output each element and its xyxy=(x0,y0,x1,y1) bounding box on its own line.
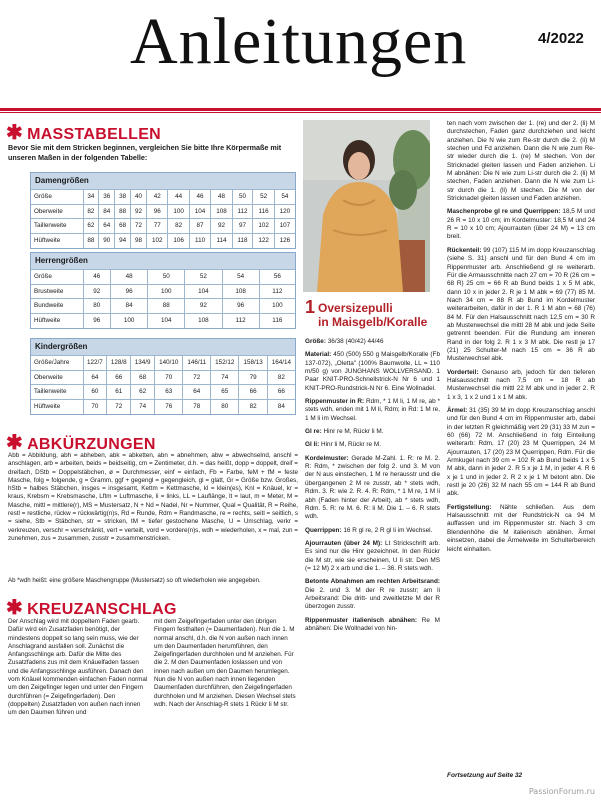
table-cell: 128/8 xyxy=(107,356,131,371)
table-cell: 78 xyxy=(183,399,211,414)
section-heading-masstabellen: ✱ MASSTABELLEN xyxy=(6,122,162,144)
table-cell: 134/9 xyxy=(131,356,155,371)
pattern-column-2 xyxy=(447,120,595,780)
table-cell: 80 xyxy=(211,399,239,414)
pattern-paragraph: Betonte Abnahmen am rechten Arbeitsrand: Die 2. und 3. M der R re zusstr; am li Arbeitsrand: Die dritt- und zweitletzte M der R überzogen zusstr. xyxy=(305,578,440,611)
table-cell: 64 xyxy=(183,385,211,400)
pattern-paragraph: Größe: 36/38 (40/42) 44/46 xyxy=(305,338,384,345)
table-cell: 88 xyxy=(115,204,131,219)
header-divider xyxy=(0,108,601,111)
issue-number: 4/2022 xyxy=(538,30,584,47)
asterisk-icon: ✱ xyxy=(6,597,24,619)
table-cell: 68 xyxy=(115,219,131,234)
table-cell: 98 xyxy=(131,233,147,248)
table-cell: 164/14 xyxy=(267,356,295,371)
table-cell: 96 xyxy=(83,313,111,328)
table-kinder xyxy=(30,338,296,415)
table-cell: 92 xyxy=(83,284,111,299)
pattern-paragraph: Ajourrauten (über 24 M): Lt Strickschrift arb. Es sind nur die Hinr gezeichnet. In den Rückr die M str, wie sie erscheinen, U li str. Den MS (= 12 M) 2 x arb und die 1. – 36. R stets wdh. xyxy=(305,539,440,572)
table-cell: 158/13 xyxy=(239,356,267,371)
table-cell: 140/10 xyxy=(155,356,183,371)
table-cell: 77 xyxy=(147,219,168,234)
table-cell: 92 xyxy=(211,219,232,234)
table-cell: 92 xyxy=(131,204,147,219)
table-cell: 74 xyxy=(211,370,239,385)
pattern-number: 1 xyxy=(305,297,316,317)
table-cell: 52 xyxy=(185,270,222,285)
table-cell: 108 xyxy=(211,204,232,219)
table-cell: 46 xyxy=(83,270,111,285)
table-cell: 36 xyxy=(99,190,115,205)
table-cell: 80 xyxy=(83,299,111,314)
pattern-paragraph: Querrippen: 16 R gl re, 2 R gl li im Wechsel. xyxy=(305,526,433,534)
table-row xyxy=(31,299,295,314)
watermark: PassionForum.ru xyxy=(528,787,595,796)
table-cell: 92 xyxy=(185,299,222,314)
pattern-paragraph: Maschenprobe gl re und Querrippen: 18,5 M und 26 R = 10 x 10 cm; im Kordelmuster: 18,5 M und 24 R = 10 x 10 cm; Ajourrauten (über 24 M) = 13 cm breit. xyxy=(447,208,595,241)
table-cell: 79 xyxy=(239,370,267,385)
table-cell: 112 xyxy=(232,204,253,219)
table-cell: 96 xyxy=(147,204,168,219)
table-cell: 104 xyxy=(185,284,222,299)
model-photo xyxy=(303,120,430,292)
table-row xyxy=(31,385,295,400)
table-cell: 87 xyxy=(189,219,210,234)
table-cell: 46 xyxy=(189,190,210,205)
abkuerzungen-note: Ab *wdh heißt: eine größere Maschengruppe (Mustersatz) so oft wiederholen wie angegeben. xyxy=(8,577,261,584)
table-cell: 108 xyxy=(222,284,259,299)
table-cell: 82 xyxy=(267,370,295,385)
table-row xyxy=(31,313,295,328)
table-cell: 72 xyxy=(183,370,211,385)
table-cell: 84 xyxy=(99,204,115,219)
table-cell: 68 xyxy=(131,370,155,385)
table-cell: 50 xyxy=(232,190,253,205)
table-cell: 116 xyxy=(253,204,274,219)
table-title: Damengrößen xyxy=(31,173,295,189)
table-cell: 88 xyxy=(83,233,99,248)
table-cell: 61 xyxy=(107,385,131,400)
table-cell: 82 xyxy=(239,399,267,414)
table-cell: Größe xyxy=(31,190,83,205)
table-cell: 82 xyxy=(83,204,99,219)
table-cell: 100 xyxy=(259,299,295,314)
table-cell: Hüftweite xyxy=(31,399,83,414)
table-cell: 54 xyxy=(274,190,295,205)
pattern-paragraph: Kordelmuster: Gerade M-Zahl. 1. R: re M. 2. R: Rdm, * zwischen der folg 2. und 3. M von der N aus einstechen, 1 M re herausstr und die übergangenen 2 M re zusstr, ab * stets wdh, Rdm. 3. R: wie 2. R. 4. R: Rdm, * 1 M re, 1 M li abh (Faden hinter der Arbeit), ab * stets wdh, Rdm. 5. R: re M. 6. R: li M. Die 1. – 6. R stets wdh. xyxy=(305,454,440,521)
table-cell: 122/7 xyxy=(83,356,107,371)
table-cell: 64 xyxy=(99,219,115,234)
table-cell: 70 xyxy=(83,399,107,414)
table-cell: 84 xyxy=(267,399,295,414)
section-heading-kreuzanschlag: ✱ KREUZANSCHLAG xyxy=(6,597,177,619)
continued-note: Fortsetzung auf Seite 32 xyxy=(447,772,523,779)
table-cell: 108 xyxy=(185,313,222,328)
table-cell: 66 xyxy=(239,385,267,400)
table-cell: 104 xyxy=(148,313,185,328)
table-cell: 146/11 xyxy=(183,356,211,371)
table-cell: 120 xyxy=(274,204,295,219)
table-cell: 50 xyxy=(148,270,185,285)
table-cell: 106 xyxy=(168,233,189,248)
table-cell: 94 xyxy=(115,233,131,248)
table-cell: 126 xyxy=(274,233,295,248)
masstabellen-intro: Bevor Sie mit dem Stricken beginnen, vergleichen Sie bitte Ihre Körpermaße mit unseren Maßen in der folgenden Tabelle: xyxy=(8,143,282,162)
table-cell: 66 xyxy=(107,370,131,385)
table-cell: 60 xyxy=(83,385,107,400)
table-cell: 110 xyxy=(189,233,210,248)
table-row xyxy=(31,399,295,414)
header-divider-thin xyxy=(0,112,601,113)
kreuzanschlag-col2: mit dem Zeigefingerfaden unter den übrigen Fingern festhalten (= Daumenfaden). Nun die 1. M normal anschl, d.h. die N von außen nach innen um den Daumenfaden herumführen, den Zeigefingerfaden durchholen und M anziehen. Für die 2. M den Daumenfaden loslassen und von innen nach außen um den Daumen herumlegen. Nun die N von außen nach innen liegenden Daumenfaden durchführen, den Zeigefingerfaden durchholen und M anziehen. Diesen Wechsel stets wdh. Nach der Anschlag-R stets 1 Rückr li M str. xyxy=(154,618,296,708)
table-cell: 102 xyxy=(253,219,274,234)
table-cell: 122 xyxy=(253,233,274,248)
table-cell: 96 xyxy=(111,284,148,299)
table-cell: Brustweite xyxy=(31,284,83,299)
table-row xyxy=(31,219,295,234)
table-cell: 48 xyxy=(211,190,232,205)
table-cell: 62 xyxy=(83,219,99,234)
table-cell: 70 xyxy=(155,370,183,385)
pattern-paragraph: Fertigstellung: Nähte schließen. Aus dem Halsausschnitt mit der Rundstrick-N ca 94 M auffassen und im Rippenmuster str. Nach 3 cm Blendenhöhe die M italienisch abnähen. Ärmel einsetzen, dabei die Ärmelweite im Schulterbereich leicht einhalten. xyxy=(447,503,595,553)
table-cell: 76 xyxy=(155,399,183,414)
table-cell: 44 xyxy=(168,190,189,205)
table-cell: 90 xyxy=(99,233,115,248)
table-row xyxy=(31,270,295,285)
pattern-title-line2: in Maisgelb/Koralle xyxy=(318,315,428,329)
table-cell: Taillenweite xyxy=(31,219,83,234)
table-damen xyxy=(30,172,296,249)
table-cell: 72 xyxy=(107,399,131,414)
table-cell: 56 xyxy=(259,270,295,285)
pattern-title-line1: Oversizepulli xyxy=(318,301,393,315)
table-cell: 112 xyxy=(222,313,259,328)
pattern-title xyxy=(305,297,428,329)
pattern-column-1 xyxy=(305,338,440,788)
table-row xyxy=(31,233,295,248)
table-cell: Oberweite xyxy=(31,204,83,219)
table-row xyxy=(31,190,295,205)
pattern-paragraph: Ärmel: 31 (35) 39 M im dopp Kreuzanschlag anschl und für den Bund 4 cm im Rippenmuster arb, dabei in der letzten R gleichmäßig vert 29 (31) 33 M zun = 60 (66) 72 M. Anschließend in folg Einteilung weiterarb: Rdm, 17 (20) 23 M Querrippen, 24 M Ajourrauten, 17 (20) 23 M Querrippen, Rdm. Für die Armkugel nach 39 cm = 102 R ab Bund beids 1 x 5 M abk, dann in jeder 2. R 5 x je 1 M, in jeder 4. R 6 x je 1 und in jeder 2. R 2 x je 1 M betont abn. Die restl je 20 (26) 32 M nach 55 cm = 144 R ab Bund abk. xyxy=(447,407,595,498)
asterisk-icon: ✱ xyxy=(6,432,24,454)
pattern-paragraph: Vorderteil: Genauso arb, jedoch für den tieferen Halsausschnitt nach 7,5 cm = 18 R ab Musterwechsel die mittl 22 M abk und in jeder 2. R 1 x 3, 1 x 2 und 1 x 1 M abk. xyxy=(447,368,595,401)
table-cell: 100 xyxy=(168,204,189,219)
abkuerzungen-text: Abb = Abbildung, abh = abheben, abk = abketten, abn = abnehmen, abw = abwechselnd, anschl = anschlagen, arb = arbeiten, beids = beidseitig, cm = Zentimeter, d.h. = das heißt, dopp = doppelt, dreif = dreifach, DStb = Doppelstäbchen, ø = Durchmesser, einf = einfach, Fb = Farbe, feM + fM = feste Masche, folg = folgende, g = Gramm, ggf + gegengl = gegengleich, gl = glatt, Gr = Größe bzw. Großes, hStb = halbes Stäbchen, insges = insgesamt, Kettm = Kettmasche, kl = klein(es), Knl = Knäuel, kr = kraus, Krebsm = Krebsmasche, Lftm = Luftmasche, li = links, LL = Lauflänge, lt = laut, m = Meter, M = Masche, mittl = mittlere(r), MS = Mustersatz, N + Nd = Nadel, Nr = Nummer, Qual = Qualität, R = Reihe, restl = restliche, rückw = rückwärtig(n)s, Rd = Runde, Rdm = Randmasche, re = rechts, seitl = seitlich, s = siehe, Stb = Stäbchen, str = stricken, tM = tiefer gestochene Masche, U = Umschlag, verkr = verkreuzen, verschr = verschränkt, vert = verteilt, vord = vordere(n)s, wdh = wiederholen, x = mal, zun = zunehmen, zus = zusammen, zusstr = zusammenstricken. xyxy=(8,452,298,542)
table-cell: Hüftweite xyxy=(31,233,83,248)
page-title: Anleitungen xyxy=(130,5,468,78)
pattern-paragraph: Rückenteil: 99 (107) 115 M im dopp Kreuzanschlag (siehe S. 31) anschl und für den Bund 4 cm im Rippenmuster arb. Anschließend gl re weiterarb. Für die Armausschnitte nach 27 cm = 70 R (26 cm = 68 R) 25 cm = 66 R ab Bund beids 1 x 5 M abk, dann 10 x in jeder 2. R je 1 M abk = 69 (77) 85 M. Nach 34 cm = 88 R ab Bund im Kordelmuster weiterarbeiten, dafür in der 1. R 1 M abn = 68 (76) 84 M. Für den Halsausschnitt nach 12,5 cm = 30 R ab Musterwechsel die mittl 28 M abk und jede Seite getrennt beenden. Für die Rundung am inneren Rand in der folg 2. R 1 x 3 M abk. Die restl je 17 (21) 25 Schulter-M nach 15 cm = 36 R ab Musterwechsel abk. xyxy=(447,246,595,363)
table-cell: 40 xyxy=(131,190,147,205)
table-cell: Größe xyxy=(31,270,83,285)
table-cell: Oberweite xyxy=(31,370,83,385)
table-row xyxy=(31,370,295,385)
table-cell: 118 xyxy=(232,233,253,248)
table-cell: 100 xyxy=(111,313,148,328)
table-cell: Taillenweite xyxy=(31,385,83,400)
table-cell: Bundweite xyxy=(31,299,83,314)
table-cell: 42 xyxy=(147,190,168,205)
table-title: Kindergrößen xyxy=(31,339,295,355)
kreuzanschlag-col1: Der Anschlag wird mit doppeltem Faden gearb. Dafür wird ein Zusatzfaden benötigt, der mindestens doppelt so lang sein muss, wie der Anschlagrand ausfallen soll. Zunächst die Anfangsschlinge arb. Dafür die Mitte des Zusatzfadens zus mit dem Knäuelfaden fassen und die Anfangsschlinge ausführen. Danach den vom Knäuel kommenden einfachen Faden normal um den Zeigefinger legen und unter den Fingern durchführen (= Zeigefingerfaden). Den (doppelten) Zusatzfaden von außen nach innen um den Daumen führen und xyxy=(8,618,148,717)
table-cell: 152/12 xyxy=(211,356,239,371)
table-cell: 84 xyxy=(111,299,148,314)
pattern-paragraph: Rippenmuster in R: Rdm, * 1 M li, 1 M re, ab * stets wdh, enden mit 1 M li, Rdm; in Rd: 1 M re, 1 M li im Wechsel. xyxy=(305,398,440,422)
asterisk-icon: ✱ xyxy=(6,122,24,144)
table-cell: 34 xyxy=(83,190,99,205)
table-cell: 62 xyxy=(131,385,155,400)
table-cell: 116 xyxy=(259,313,295,328)
table-cell: 63 xyxy=(155,385,183,400)
pattern-paragraph: Rippenmuster italienisch abnähen: Re M abnähen: Die Wollnadel von hin- xyxy=(305,616,440,632)
table-cell: 102 xyxy=(147,233,168,248)
table-title: Herrengrößen xyxy=(31,253,295,269)
table-row xyxy=(31,356,295,371)
section-heading-abkuerzungen: ✱ ABKÜRZUNGEN xyxy=(6,432,156,454)
table-row xyxy=(31,204,295,219)
table-cell: 38 xyxy=(115,190,131,205)
table-cell: 54 xyxy=(222,270,259,285)
table-cell: Größe/Jahre xyxy=(31,356,83,371)
table-cell: 72 xyxy=(131,219,147,234)
pattern-paragraph: ten nach vorn zwischen der 1. (re) und der 2. (li) M durchstechen, Faden ganz durchziehen und leicht anziehen. Die N wie zum Re-str durch die 2. (li) M stechen und Fd anziehen. Dann die N wie zum Re-str wieder durch die 1. (re) M stechen. Von der Stricknadel gleiten lassen und Faden anziehen. Li M abnähen: Die N wie zum Li-str durch die 2. (li) M stechen, Faden anziehen. Dann die N wie zum Li-str durch die 1. (li) M stechen. Die M von der Stricknadel gleiten lassen und Faden anziehen. xyxy=(447,120,595,203)
table-cell: 100 xyxy=(148,284,185,299)
table-cell: Hüftweite xyxy=(31,313,83,328)
table-row xyxy=(31,284,295,299)
table-cell: 96 xyxy=(222,299,259,314)
pattern-paragraph: Gl re: Hinr re M, Rückr li M. xyxy=(305,428,384,436)
table-cell: 104 xyxy=(189,204,210,219)
table-cell: 48 xyxy=(111,270,148,285)
table-cell: 114 xyxy=(211,233,232,248)
pattern-paragraph: Gl li: Hinr li M, Rückr re M. xyxy=(305,441,381,449)
table-cell: 97 xyxy=(232,219,253,234)
table-herren xyxy=(30,252,296,329)
table-cell: 112 xyxy=(259,284,295,299)
table-cell: 65 xyxy=(211,385,239,400)
table-cell: 88 xyxy=(148,299,185,314)
table-cell: 74 xyxy=(131,399,155,414)
table-cell: 52 xyxy=(253,190,274,205)
table-cell: 66 xyxy=(267,385,295,400)
pattern-paragraph: Material: 450 (500) 550 g Maisgelb/Koralle (Fb 137-072), „Oletta" (100% Baumwolle, LL = 110 m/50 g) von JUNGHANS WOLLVERSAND. 1 Paar KNIT-PRO-Schnellstrick-N Nr 6 und 1 KNIT-PRO-Rundstrick-N Nr 6. Eine Wollnadel. xyxy=(305,351,440,392)
table-cell: 107 xyxy=(274,219,295,234)
table-cell: 82 xyxy=(168,219,189,234)
table-cell: 64 xyxy=(83,370,107,385)
